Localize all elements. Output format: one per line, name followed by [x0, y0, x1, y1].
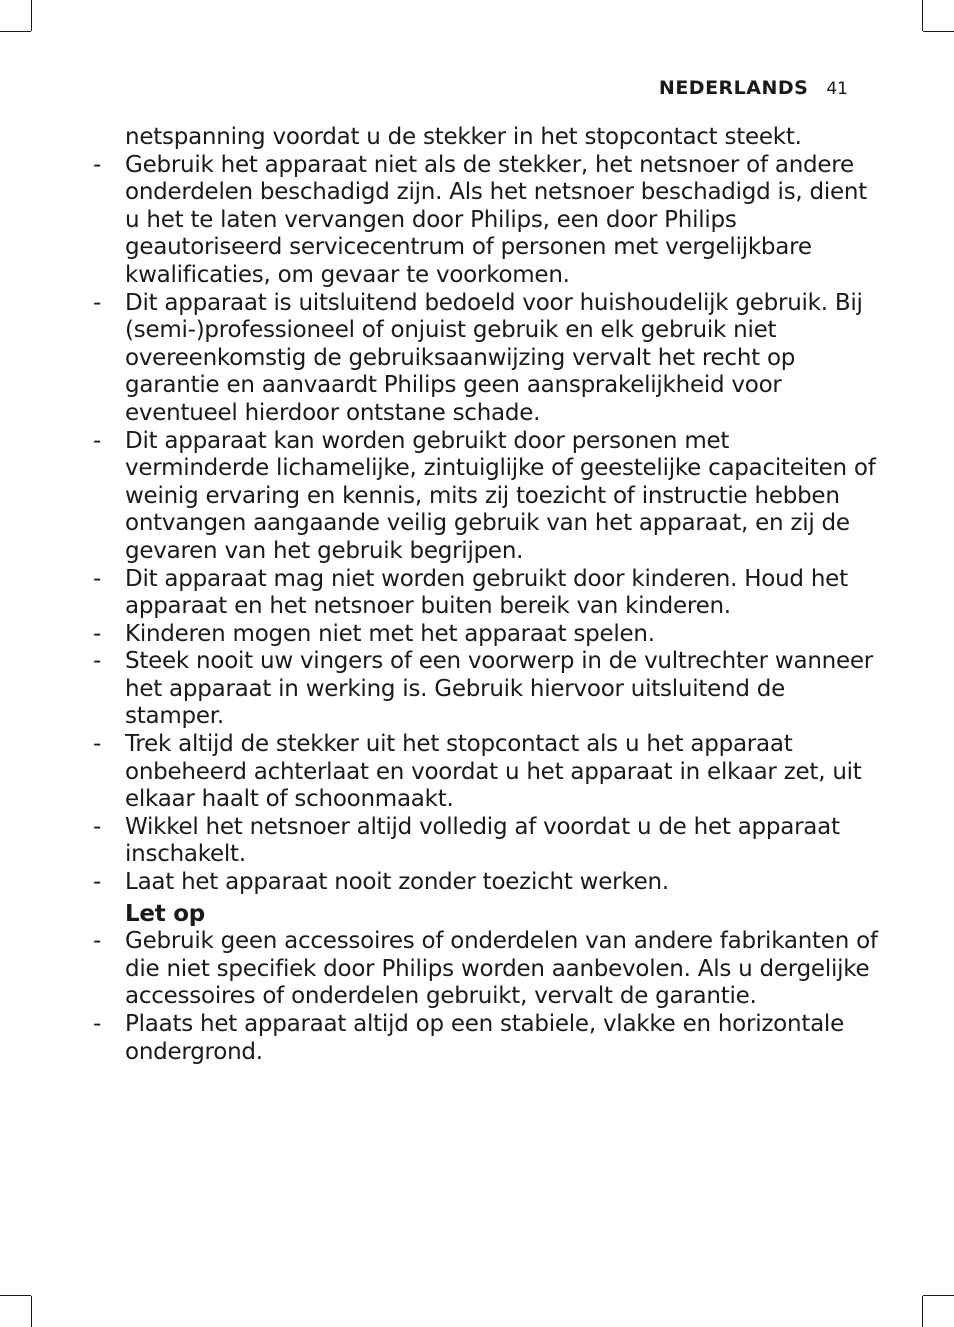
bullet-dash: -: [93, 151, 102, 178]
list-item-text: Trek altijd de stekker uit het stopcontact als u het apparaat onbeheerd achterlaat en voordat u het apparaat in elkaar zet, uit elkaar haalt of schoonmaakt.: [125, 731, 862, 813]
bullet-dash: -: [93, 427, 102, 454]
bullet-dash: -: [93, 731, 102, 758]
note-list: [88, 928, 878, 1066]
bullet-dash: -: [93, 620, 102, 647]
list-item: [88, 290, 878, 428]
list-item: [88, 814, 878, 869]
bullet-dash: -: [93, 648, 102, 675]
bullet-dash: -: [93, 1011, 102, 1037]
crop-mark-bottom-right-vertical: [922, 1296, 923, 1327]
crop-mark-bottom-left-vertical: [31, 1296, 32, 1327]
list-item: [88, 648, 878, 731]
warning-list: [88, 152, 878, 897]
section-language-title: NEDERLANDS: [658, 77, 809, 99]
list-item-text: Gebruik het apparaat niet als de stekker, het netsnoer of andere onderdelen beschadigd zijn. Als het netsnoer beschadigd is, dient u het te laten vervangen door Philips, een door Philips geautoriseerd servicecentrum of personen met vergelijkbare kwalificaties, om gevaar te voorkomen.: [125, 151, 868, 288]
page-content: [88, 124, 878, 1066]
page-header: [659, 76, 848, 101]
list-item-text: Plaats het apparaat altijd op een stabiele, vlakke en horizontale ondergrond.: [125, 1011, 844, 1065]
crop-mark-top-left-horizontal: [0, 31, 31, 32]
bullet-dash: -: [93, 928, 102, 955]
crop-mark-bottom-left-horizontal: [0, 1295, 31, 1296]
continued-paragraph: netspanning voordat u de stekker in het stopcontact steekt.: [125, 124, 802, 150]
list-item-text: Dit apparaat mag niet worden gebruikt door kinderen. Houd het apparaat en het netsnoer buiten bereik van kinderen.: [125, 565, 848, 620]
bullet-dash: -: [93, 869, 102, 896]
crop-mark-bottom-right-horizontal: [923, 1295, 954, 1296]
list-item-text: Wikkel het netsnoer altijd volledig af voordat u de het apparaat inschakelt.: [125, 813, 840, 868]
bullet-dash: -: [93, 813, 102, 840]
list-item-text: Dit apparaat is uitsluitend bedoeld voor huishoudelijk gebruik. Bij (semi-)professioneel of onjuist gebruik en elk gebruik niet overeenkomstig de gebruiksaanwijzing vervalt het recht op garantie en aanvaardt Philips geen aansprakelijkheid voor eventueel hierdoor ontstane schade.: [125, 289, 863, 426]
list-item-text: Gebruik geen accessoires of onderdelen van andere fabrikanten of die niet specifiek door Philips worden aanbevolen. Als u dergelijke accessoires of onderdelen gebruikt, vervalt de garantie.: [125, 928, 878, 1010]
list-item: [88, 928, 878, 1011]
list-item: [88, 152, 878, 290]
list-item-text: Steek nooit uw vingers of een voorwerp in de vultrechter wanneer het apparaat in werking is. Gebruik hiervoor uitsluitend de stamper.: [125, 648, 873, 730]
bullet-dash: -: [93, 565, 102, 592]
list-item-text: Kinderen mogen niet met het apparaat spelen.: [125, 620, 655, 647]
note-heading: Let op: [125, 900, 206, 927]
list-item: [88, 869, 878, 897]
crop-mark-top-left-vertical: [31, 0, 32, 31]
page-number: 41: [826, 79, 848, 99]
list-item: [88, 621, 878, 649]
list-item: [88, 566, 878, 621]
crop-mark-top-right-horizontal: [923, 31, 954, 32]
list-item-text: Laat het apparaat nooit zonder toezicht werken.: [125, 869, 669, 896]
crop-mark-top-right-vertical: [922, 0, 923, 31]
bullet-dash: -: [93, 289, 102, 316]
list-item-text: Dit apparaat kan worden gebruikt door personen met verminderde lichamelijke, zintuiglijke of geestelijke capaciteiten of weinig ervaring en kennis, mits zij toezicht of instructie hebben ontvangen aangaande veilig gebruik van het apparaat, en zij de gevaren van het gebruik begrijpen.: [125, 427, 876, 564]
list-item: [88, 731, 878, 814]
list-item: [88, 1011, 878, 1066]
list-item: [88, 428, 878, 566]
